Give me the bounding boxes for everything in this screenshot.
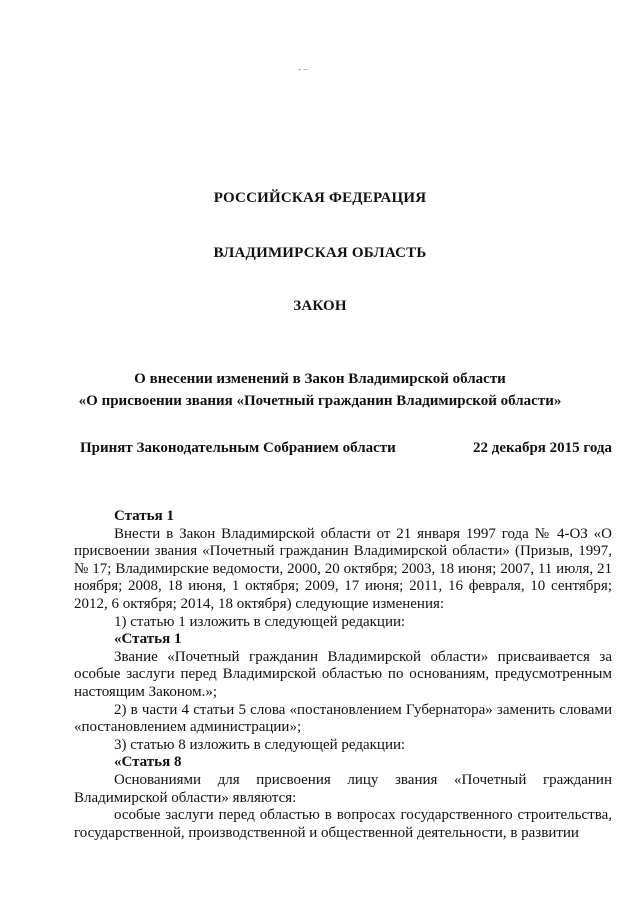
law-body — [74, 508, 612, 842]
article-8-intro: Основаниями для присвоения лицу звания «Почетный гражданин Владимирской области» являются: — [74, 771, 612, 806]
quoted-article-8-heading: «Статья 8 — [114, 754, 182, 771]
amendment-item-2: 2) в части 4 статьи 5 слова «постановлением Губернатора» заменить словами «постановлением администрации»; — [74, 701, 612, 736]
acceptance-line — [80, 440, 612, 457]
document-type-heading: ЗАКОН — [293, 298, 347, 314]
accepted-date: 22 декабря 2015 года — [473, 440, 612, 456]
amendment-item-3: 3) статью 8 изложить в следующей редакции: — [114, 736, 406, 753]
quoted-article-1-text: Звание «Почетный гражданин Владимирской области» присваивается за особые заслуги перед Владимирской областью по основаниям, предусмотренным настоящим Законом.»; — [74, 648, 612, 700]
article-1-heading: Статья 1 — [114, 508, 174, 524]
article-8-item: особые заслуги перед областью в вопросах государственного строительства, государственной, производственной и общественной деятельности, в развитии — [74, 807, 612, 841]
law-title-line-2: «О присвоении звания «Почетный гражданин Владимирской области» — [78, 393, 562, 409]
accepted-by: Принят Законодательным Собранием области — [80, 440, 396, 456]
scan-mark: - – — [298, 64, 308, 74]
law-title — [0, 368, 640, 412]
amendment-item-1: 1) статью 1 изложить в следующей редакции: — [114, 613, 406, 630]
article-1-intro: Внести в Закон Владимирской области от 21 января 1997 года № 4-ОЗ «О присвоении звания «Почетный гражданин Владимирской области» (Призыв, 1997, № 17; Владимирские ведомости, 2000, 20 октября; 2003, 18 июня; 2007, 11 июля, 21 ноября; 2008, 18 июня, 1 октября; 2009, 17 июня; 2011, 16 февраля, 10 сентября; 2012, 6 октября; 2014, 18 октября) следующие изменения: — [74, 525, 612, 612]
quoted-article-1-heading: «Статья 1 — [114, 631, 182, 648]
federation-heading: РОССИЙСКАЯ ФЕДЕРАЦИЯ — [213, 190, 427, 206]
law-title-line-1: О внесении изменений в Закон Владимирской области — [134, 371, 506, 387]
region-heading: ВЛАДИМИРСКАЯ ОБЛАСТЬ — [213, 245, 427, 261]
